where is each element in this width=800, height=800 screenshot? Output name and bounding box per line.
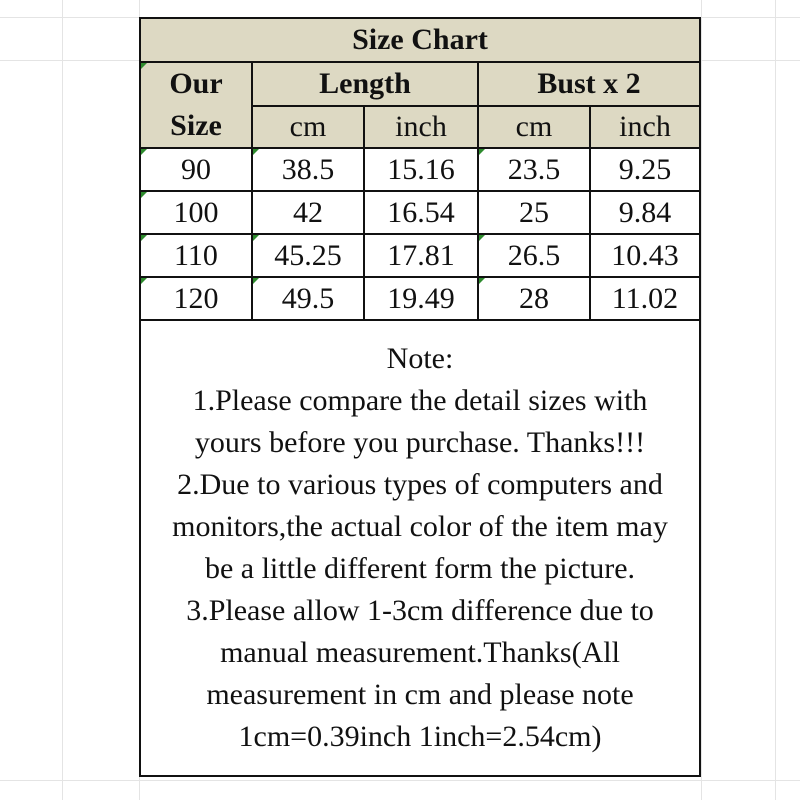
length-cm-cell: 49.5 — [252, 277, 364, 320]
length-header: Length — [252, 62, 478, 106]
bust-cm-cell: 25 — [478, 191, 590, 234]
table-row — [140, 148, 700, 191]
bust-cm-cell: 23.5 — [478, 148, 590, 191]
note-line: be a little different form the picture. — [204, 552, 636, 585]
bust-inch-cell: 11.02 — [590, 277, 700, 320]
bust-inch-cell: 9.25 — [590, 148, 700, 191]
length-cm-cell: 38.5 — [252, 148, 364, 191]
our-size-header — [140, 62, 252, 148]
size-chart-title: Size Chart — [140, 18, 700, 62]
size-cell: 110 — [140, 234, 252, 277]
note-box — [140, 320, 700, 776]
note-line: monitors,the actual color of the item may — [172, 510, 668, 543]
length-cm-unit: cm — [252, 106, 364, 148]
note-line: 1.Please compare the detail sizes with — [192, 384, 648, 417]
table-row — [140, 191, 700, 234]
size-chart-table — [139, 17, 701, 777]
length-inch-cell: 19.49 — [364, 277, 478, 320]
note-line: manual measurement.Thanks(All — [220, 636, 620, 669]
note-heading: Note: — [386, 342, 454, 375]
length-inch-cell: 17.81 — [364, 234, 478, 277]
table-row — [140, 277, 700, 320]
note-line: 2.Due to various types of computers and — [177, 468, 663, 501]
note-line: 3.Please allow 1-3cm difference due to — [186, 594, 654, 627]
our-size-header-line2: Size — [170, 109, 222, 142]
note-line: measurement in cm and please note — [206, 678, 634, 711]
note-line: 1cm=0.39inch 1inch=2.54cm) — [238, 720, 602, 753]
table-row — [140, 234, 700, 277]
length-cm-cell: 45.25 — [252, 234, 364, 277]
length-inch-unit: inch — [364, 106, 478, 148]
length-inch-cell: 16.54 — [364, 191, 478, 234]
our-size-header-line1: Our — [169, 67, 223, 100]
length-cm-cell: 42 — [252, 191, 364, 234]
bust-inch-cell: 9.84 — [590, 191, 700, 234]
size-cell: 100 — [140, 191, 252, 234]
bust-header: Bust x 2 — [478, 62, 700, 106]
size-cell: 90 — [140, 148, 252, 191]
bust-cm-cell: 28 — [478, 277, 590, 320]
bust-inch-cell: 10.43 — [590, 234, 700, 277]
bust-cm-cell: 26.5 — [478, 234, 590, 277]
size-cell: 120 — [140, 277, 252, 320]
bust-inch-unit: inch — [590, 106, 700, 148]
bust-cm-unit: cm — [478, 106, 590, 148]
length-inch-cell: 15.16 — [364, 148, 478, 191]
note-line: yours before you purchase. Thanks!!! — [194, 426, 646, 459]
